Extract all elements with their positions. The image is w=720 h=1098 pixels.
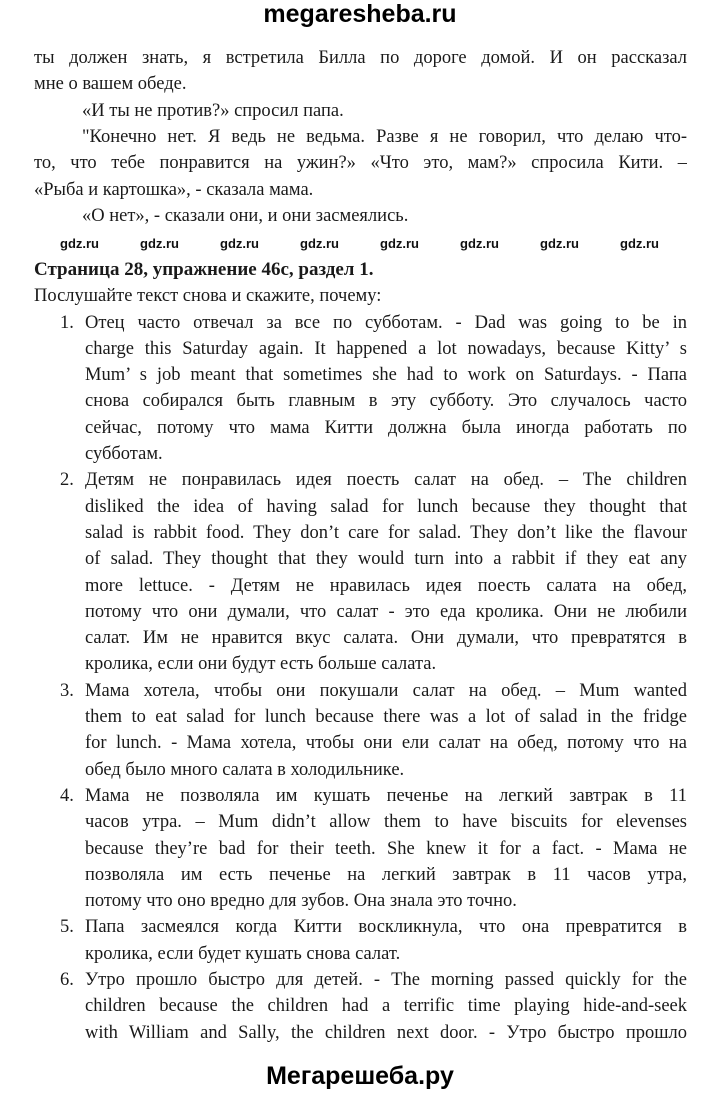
watermark-gdz: gdz.ru — [620, 236, 659, 251]
list-item-line: because they’re bad for their teeth. She knew it for a fact. - Мама не — [85, 838, 687, 859]
paragraph-line: ты должен знать, я встретила Билла по дороге домой. И он рассказал — [34, 48, 687, 68]
paragraph-line: "Конечно нет. Я ведь не ведьма. Разве я не говорил, что делаю что- — [82, 127, 687, 147]
list-item-line: салат. Им не нравится вкус салата. Они думали, что превратятся в — [85, 628, 687, 649]
list-item-line: Мама хотела, чтобы они покушали салат на обед. – Mum wanted — [85, 680, 687, 701]
list-item-line: кролика, если будет кушать снова салат. — [85, 943, 401, 964]
list-item-line: charge this Saturday again. It happened a lot nowadays, because Kitty’ s — [85, 338, 687, 359]
watermark-gdz: gdz.ru — [380, 236, 419, 251]
list-item-line: снова собирался быть главным в эту субботу. Это случалось часто — [85, 391, 687, 412]
list-item-number: 1. — [60, 312, 74, 333]
list-item-number: 5. — [60, 917, 74, 938]
list-item-line: of salad. They thought that they would turn into a rabbit if they eat any — [85, 549, 687, 570]
list-item-line: with William and Sally, the children next door. - Утро быстро прошло — [85, 1022, 687, 1043]
list-item-line: Утро прошло быстро для детей. - The morning passed quickly for the — [85, 970, 687, 990]
list-item-line: потому что они думали, что салат - это еда кролика. Они не любили — [85, 601, 687, 622]
watermark-gdz: gdz.ru — [460, 236, 499, 251]
footer-site-name: Мегарешеба.ру — [266, 1062, 454, 1090]
list-item-line: обед было много салата в холодильнике. — [85, 759, 405, 780]
watermark-gdz: gdz.ru — [140, 236, 179, 251]
paragraph-line: «Рыба и картошка», - сказала мама. — [34, 180, 314, 200]
list-item-line: потому что оно вредно для зубов. Она знала это точно. — [85, 891, 517, 912]
list-item-line: Mum’ s job meant that sometimes she had to work on Saturdays. - Папа — [85, 365, 687, 386]
paragraph-line: то, что тебе понравится на ужин?» «Что это, мам?» спросила Кити. – — [34, 153, 687, 173]
paragraph-line: мне о вашем обеде. — [34, 74, 187, 94]
list-item-line: salad is rabbit food. They don’t care for salad. They don’t like the flavour — [85, 522, 687, 543]
watermark-gdz: gdz.ru — [220, 236, 259, 251]
list-item-number: 3. — [60, 680, 74, 701]
list-item-line: позволяла им есть печенье на легкий завтрак в 11 часов утра, — [85, 864, 687, 885]
watermark-gdz: gdz.ru — [300, 236, 339, 251]
watermark-gdz: gdz.ru — [540, 236, 579, 251]
list-item-line: Отец часто отвечал за все по субботам. - Dad was going to be in — [85, 312, 687, 333]
list-item-line: Мама не позволяла им кушать печенье на легкий завтрак в 11 — [85, 785, 687, 806]
list-item-line: disliked the idea of having salad for lunch because they thought that — [85, 496, 687, 517]
instruction-text: Послушайте текст снова и скажите, почему: — [34, 286, 382, 306]
list-item-line: children because the children had a terrific time playing hide-and-seek — [85, 996, 687, 1017]
paragraph-line: «И ты не против?» спросил папа. — [82, 101, 344, 121]
list-item-line: for lunch. - Мама хотела, чтобы они ели салат на обед, потому что на — [85, 733, 687, 754]
watermark-gdz: gdz.ru — [60, 236, 99, 251]
list-item-line: Папа засмеялся когда Китти воскликнула, что она превратится в — [85, 917, 687, 938]
section-heading: Страница 28, упражнение 46с, раздел 1. — [34, 259, 374, 280]
list-item-line: them to eat salad for lunch because there was a lot of salad in the fridge — [85, 707, 687, 727]
list-item-line: часов утра. – Mum didn’t allow them to have biscuits for elevenses — [85, 812, 687, 833]
paragraph-line: «О нет», - сказали они, и они засмеялись. — [82, 206, 409, 226]
list-item-number: 4. — [60, 785, 74, 806]
list-item-line: субботам. — [85, 444, 163, 464]
header-site-name: megaresheba.ru — [263, 0, 457, 28]
list-item-number: 6. — [60, 970, 74, 990]
list-item-line: сейчас, потому что мама Китти должна была иногда работать по — [85, 417, 687, 438]
list-item-number: 2. — [60, 470, 74, 491]
list-item-line: more lettuce. - Детям не нравилась идея поесть салата на обед, — [85, 575, 687, 596]
list-item-line: Детям не понравилась идея поесть салат на обед. – The children — [85, 470, 687, 491]
list-item-line: кролика, если они будут есть больше салата. — [85, 654, 437, 675]
